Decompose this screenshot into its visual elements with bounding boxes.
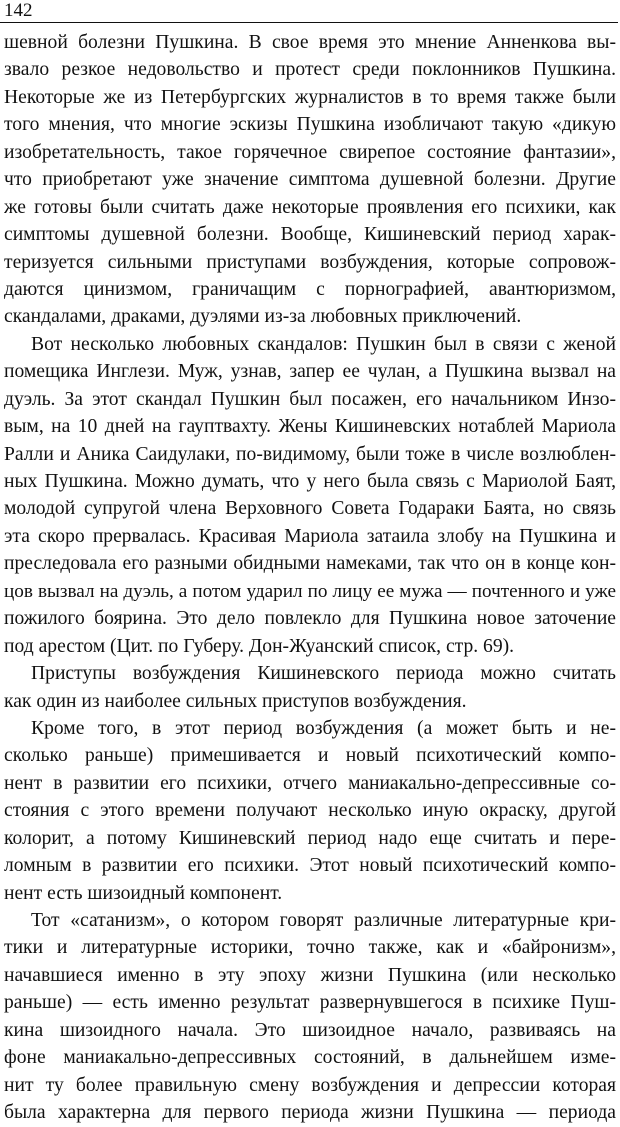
text-line: нент в развитии его психики, отчего маниакально-депрессивные со-	[4, 772, 616, 794]
page-number: 142	[4, 0, 33, 21]
text-line: как один из наиболее сильных приступов возбуждения.	[4, 690, 467, 712]
text-body	[4, 29, 616, 1127]
text-line: тики и литературные историки, точно также, как и «байронизм»,	[4, 937, 616, 959]
text-line: изобретательность, такое горячечное свирепое состояние фантазии»,	[4, 141, 616, 163]
text-line: стояния с этого времени получают несколько иную окраску, другой	[4, 800, 616, 822]
text-line: колорит, а потому Кишиневский период надо еще считать и пере-	[4, 827, 616, 849]
text-line: Ралли и Аника Саидулаки, по-видимому, были тоже в числе возлюблен-	[4, 443, 616, 465]
text-line: под арестом (Цит. по Губеру. Дон-Жуанский список, стр. 69).	[4, 635, 515, 657]
text-line: же готовы были считать даже некоторые проявления его психики, как	[4, 196, 616, 218]
text-line: ных Пушкина. Можно думать, что у него была связь с Мариолой Баят,	[4, 471, 616, 492]
text-line: Вот несколько любовных скандалов: Пушкин был в связи с женой	[31, 333, 616, 355]
text-line: молодой супругой члена Верховного Совета Годараки Баята, но связь	[4, 498, 616, 520]
text-line: сколько раньше) примешивается и новый психотический компо-	[4, 745, 616, 767]
text-line: теризуется сильными приступами возбуждения, которые сопровож-	[4, 251, 616, 273]
text-line: нит ту более правильную смену возбуждения и депрессии которая	[4, 1074, 616, 1096]
text-line: даются цинизмом, граничащим с порнографией, авантюризмом,	[4, 278, 616, 300]
text-line: что приобретают уже значение симптома душевной болезни. Другие	[4, 169, 616, 191]
text-line: пожилого боярина. Это дело повлекло для Пушкина новое заточение	[4, 608, 616, 630]
text-line: нент есть шизоидный компонент.	[4, 882, 283, 904]
text-line: была характерна для первого периода жизни Пушкина — периода	[4, 1102, 616, 1124]
text-line: дуэль. За этот скандал Пушкин был посажен, его начальником Инзо-	[4, 388, 616, 410]
text-line: кина шизоидного начала. Это шизоидное начало, развиваясь на	[4, 1019, 616, 1041]
page-header	[0, 0, 620, 26]
text-line: помещика Инглези. Муж, узнав, запер ее чулан, а Пушкина вызвал на	[4, 361, 616, 383]
text-line: фоне маниакально-депрессивных состояний, в дальнейшем изме-	[4, 1047, 616, 1069]
text-line: Приступы возбуждения Кишиневского периода можно считать	[31, 663, 616, 685]
text-line: звало резкое недовольство и протест среди поклонников Пушкина.	[4, 59, 616, 81]
text-line: ломным в развитии его психики. Этот новый психотический компо-	[4, 855, 616, 877]
text-line: начавшиеся именно в эту эпоху жизни Пушкина (или несколько	[4, 964, 616, 986]
text-line: преследовала его разными обидными намеками, так что он в конце кон-	[4, 553, 616, 575]
text-line: Некоторые же из Петербургских журналистов в то время также были	[4, 86, 616, 108]
text-line: скандалами, драками, дуэлями из-за любовных приключений.	[4, 306, 522, 328]
text-line: цов вызвал на дуэль, а потом ударил по лицу ее мужа — почтенного и уже	[4, 580, 616, 602]
text-line: вым, на 10 дней на гауптвахту. Жены Кишиневских нотаблей Мариола	[4, 416, 616, 438]
text-line: симптомы душевной болезни. Вообще, Кишиневский период харак-	[4, 224, 616, 246]
text-line: раньше) — есть именно результат развернувшегося в психике Пуш-	[4, 992, 616, 1014]
header-rule	[0, 22, 618, 23]
text-line: того мнения, что многие эскизы Пушкина изобличают такую «дикую	[4, 114, 616, 136]
text-line: Кроме того, в этот период возбуждения (а может быть и не-	[31, 717, 616, 739]
text-line: эта скоро прервалась. Красивая Мариола затаила злобу на Пушкина и	[4, 525, 616, 547]
text-line: Тот «сатанизм», о котором говорят различные литературные кри-	[31, 910, 616, 931]
text-line: шевной болезни Пушкина. В свое время это мнение Анненкова вы-	[4, 32, 616, 53]
